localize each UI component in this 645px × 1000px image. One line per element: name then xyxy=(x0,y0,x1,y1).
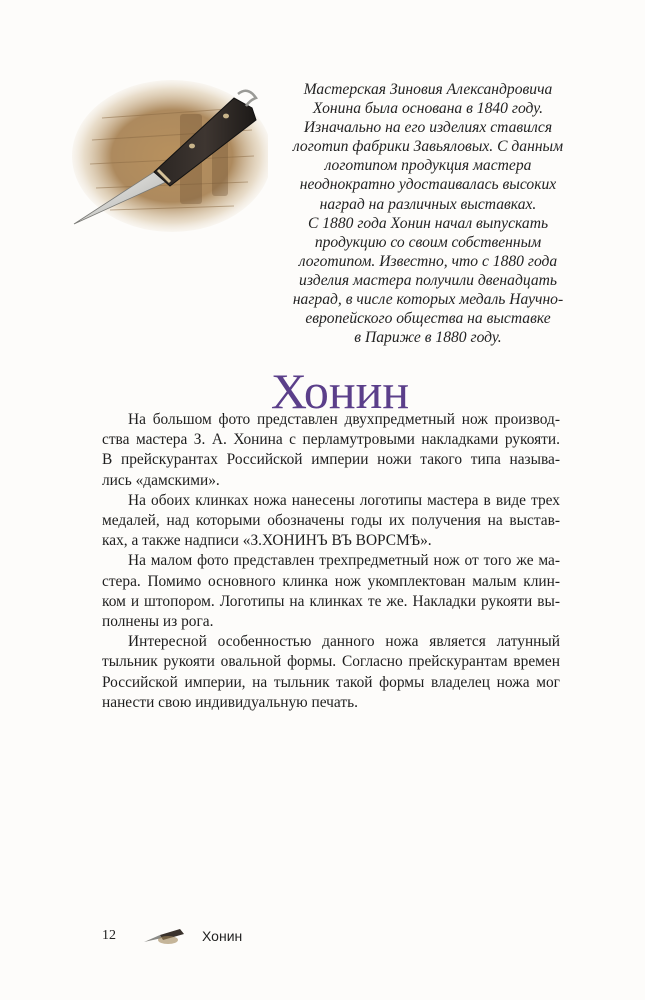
body-line: тыльник рукояти овальной формы. Согласно прейскурантам времен xyxy=(102,653,560,671)
body-line: ком и штопором. Логотипы на клинках те же. Накладки рукояти вы- xyxy=(102,592,560,610)
intro-sidebar-text xyxy=(268,80,588,347)
body-line: Интересной особенностью данного ножа является латунный xyxy=(128,633,560,651)
intro-line: продукцию со своим собственным xyxy=(314,233,542,251)
page-number: 12 xyxy=(102,928,116,943)
body-line: В прейскурантах Российской империи ножи такого типа называ- xyxy=(102,451,560,469)
intro-line: Мастерская Зиновия Александровича xyxy=(303,81,553,98)
body-line: полнены из рога. xyxy=(102,613,214,631)
intro-line: Изначально на его изделиях ставился xyxy=(303,119,553,137)
chapter-title: Хонин xyxy=(270,362,410,419)
intro-line: логотипом продукция мастера xyxy=(324,157,532,175)
body-line: ках, а также надписи «З.ХОНИНЪ ВЪ ВОРСМѢ». xyxy=(102,532,432,550)
intro-line: логотип фабрики Завьяловых. С данным xyxy=(292,138,564,156)
body-line: На малом фото представлен трехпредметный нож от того же ма- xyxy=(128,552,560,570)
intro-line: наград на различных выставках. xyxy=(319,195,537,213)
intro-line: наград, в числе которых медаль Научно- xyxy=(292,291,564,309)
intro-line: в Париже в 1880 году. xyxy=(354,329,502,347)
intro-line: европейского общества на выставке xyxy=(305,310,551,328)
page-footer xyxy=(0,926,645,950)
running-title: Хонин xyxy=(202,928,243,944)
knife-photo-art xyxy=(62,78,268,236)
body-line: Российской империи, на тыльник такой формы владелец ножа мог xyxy=(102,673,560,691)
intro-line: неоднократно удостаивалась высоких xyxy=(299,176,557,194)
knife-ornament-icon xyxy=(142,926,186,953)
intro-line: С 1880 года Хонин начал выпускать xyxy=(307,214,549,232)
body-line: лись «дамскими». xyxy=(102,471,220,489)
body-line: стера. Помимо основного клинка нож укомплектован малым клин- xyxy=(102,572,560,590)
body-line: нанести свою индивидуальную печать. xyxy=(102,693,358,711)
body-line: ства мастера З. А. Хонина с перламутровыми накладками рукояти. xyxy=(102,431,560,449)
intro-line: Хонина была основана в 1840 году. xyxy=(312,100,544,118)
knife-photo xyxy=(62,78,268,236)
body-line: медалей, над которыми обозначены годы их получения на выстав- xyxy=(102,512,560,530)
body-line: На большом фото представлен двухпредметный нож производ- xyxy=(128,411,560,428)
body-line: На обоих клинках ножа нанесены логотипы мастера в виде трех xyxy=(128,491,560,509)
intro-line: логотипом. Известно, что с 1880 года xyxy=(298,252,558,270)
body-text xyxy=(102,410,560,713)
intro-line: изделия мастера получили двенадцать xyxy=(299,271,557,289)
